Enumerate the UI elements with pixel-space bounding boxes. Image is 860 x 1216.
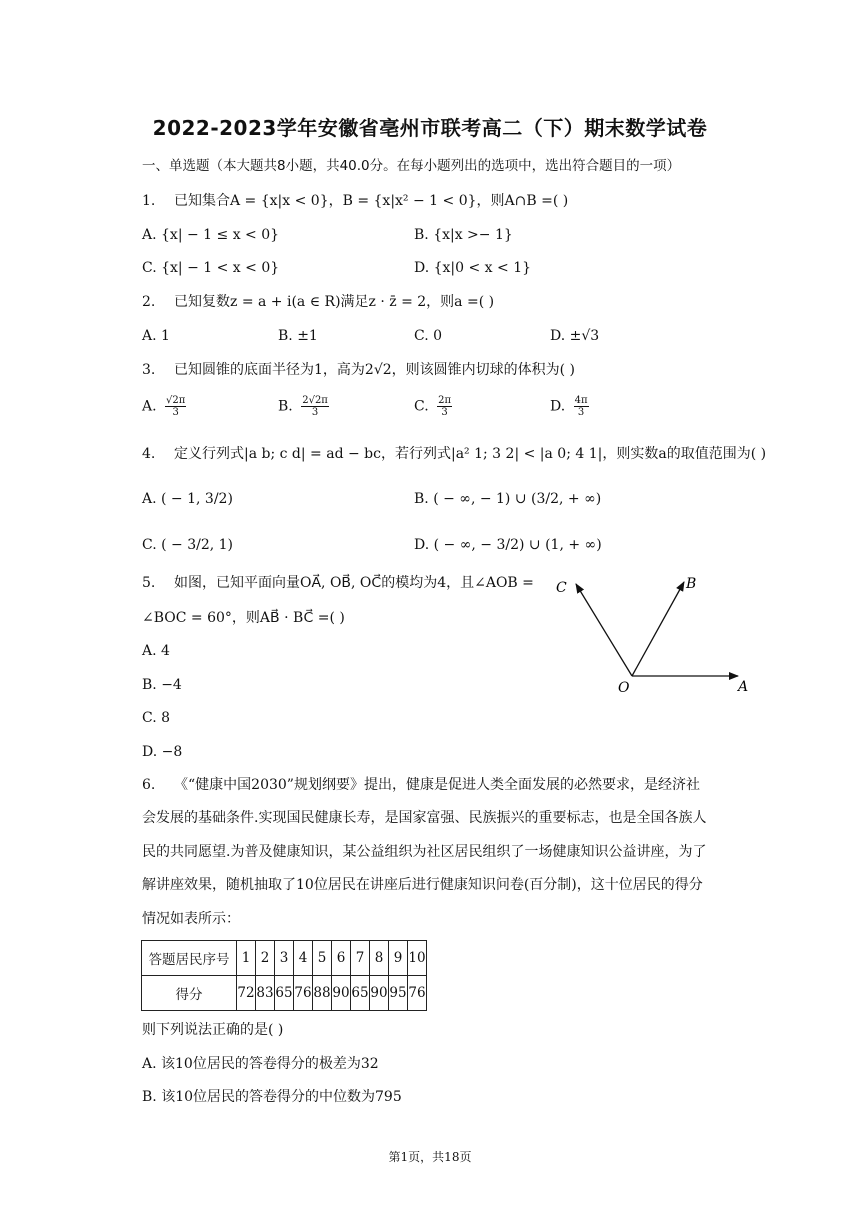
question-stem: 已知复数z = a + i(a ∈ R)满足z · z̄ = 2，则a =( ): [174, 294, 495, 310]
option-a: A. 该10位居民的答卷得分的极差为32: [142, 1056, 379, 1072]
question-1: [142, 191, 568, 211]
question-line-5: 情况如表所示：: [142, 911, 240, 927]
score-table: [141, 940, 427, 1011]
section-heading: 一、单选题（本大题共8小题，共40.0分。在每小题列出的选项中，选出符合题目的一项）: [142, 158, 681, 174]
option-b: B. ±1: [278, 328, 318, 344]
question-stem: 已知集合A = {x|x < 0}，B = {x|x² − 1 < 0}，则A∩B =( ): [174, 193, 569, 209]
table-cell: 65: [351, 976, 370, 1011]
option-b: B. ( − ∞, − 1) ∪ (3/2, + ∞): [414, 491, 602, 507]
option-letter: C.: [414, 398, 429, 415]
question-after-table: 则下列说法正确的是( ): [142, 1022, 284, 1038]
option-letter: A.: [142, 398, 157, 415]
table-cell: 10: [408, 941, 427, 976]
table-cell: 76: [294, 976, 313, 1011]
table-cell: 90: [332, 976, 351, 1011]
page-footer: 第1页，共18页: [388, 1150, 472, 1164]
table-cell: 2: [256, 941, 275, 976]
table-cell: 3: [275, 941, 294, 976]
label-o: O: [618, 680, 630, 696]
option-b: B. −4: [142, 677, 182, 693]
vector-figure: [548, 568, 758, 702]
numerator: 2√2π: [302, 395, 328, 406]
option-a: [142, 395, 186, 418]
option-d: D. {x|0 < x < 1}: [414, 260, 532, 276]
denominator: 3: [577, 407, 585, 418]
table-cell: 65: [275, 976, 294, 1011]
denominator: 3: [311, 407, 319, 418]
option-d: [550, 395, 589, 418]
table-cell: 1: [237, 941, 256, 976]
table-cell: 9: [389, 941, 408, 976]
question-stem-line2: ∠BOC = 60°，则AB⃗ · BC⃗ =( ): [142, 610, 345, 626]
question-number: 1.: [142, 193, 156, 209]
table-cell: 4: [294, 941, 313, 976]
option-b: B. {x|x >− 1}: [414, 227, 513, 243]
denominator: 3: [441, 407, 448, 418]
option-letter: D.: [550, 398, 566, 415]
page-title: 2022-2023学年安徽省亳州市联考高二（下）期末数学试卷: [152, 116, 708, 140]
table-row: [142, 976, 427, 1011]
label-b: B: [686, 576, 697, 592]
question-number: 4.: [142, 446, 156, 462]
option-a: A. 1: [142, 328, 170, 344]
label-a: A: [738, 679, 749, 695]
table-cell: 95: [389, 976, 408, 1011]
question-line-3: 民的共同愿望.为普及健康知识，某公益组织为社区居民组织了一场健康知识公益讲座，为了: [142, 844, 707, 860]
option-b: [278, 395, 329, 418]
question-number: 2.: [142, 294, 156, 310]
table-cell: 90: [370, 976, 389, 1011]
question-4: [142, 444, 766, 464]
numerator: 4π: [574, 395, 588, 406]
option-letter: B.: [278, 398, 293, 415]
question-5: [142, 573, 534, 593]
question-stem: 定义行列式|a b; c d| = ad − bc，若行列式|a² 1; 3 2| < |a 0; 4 1|，则实数a的取值范围为( ): [174, 446, 767, 462]
vector-ob: [632, 582, 684, 676]
label-c: C: [556, 580, 567, 596]
option-a: A. ( − 1, 3/2): [142, 491, 233, 507]
denominator: 3: [172, 407, 179, 418]
table-cell: 6: [332, 941, 351, 976]
option-b: B. 该10位居民的答卷得分的中位数为795: [142, 1089, 402, 1105]
question-number: 6.: [142, 777, 156, 793]
vector-oc: [576, 584, 632, 676]
option-d: D. −8: [142, 744, 183, 760]
question-number: 3.: [142, 362, 156, 378]
numerator: 2π: [438, 395, 452, 406]
fraction: [437, 395, 452, 418]
question-line-1: 《“健康中国2030”规划纲要》提出，健康是促进人类全面发展的必然要求，是经济社: [174, 777, 700, 793]
table-row: [142, 941, 427, 976]
table-cell: 8: [370, 941, 389, 976]
option-c: [414, 395, 452, 418]
option-a: A. 4: [142, 643, 170, 659]
option-c: C. 8: [142, 710, 171, 726]
option-a: A. {x| − 1 ≤ x < 0}: [142, 227, 280, 243]
question-3: [142, 360, 575, 380]
table-header-cell: 得分: [142, 976, 237, 1011]
fraction: [301, 395, 329, 418]
table-cell: 7: [351, 941, 370, 976]
vector-diagram: [548, 568, 758, 698]
question-line-2: 会发展的基础条件.实现国民健康长寿，是国家富强、民族振兴的重要标志，也是全国各族人: [142, 810, 707, 826]
option-c: C. {x| − 1 < x < 0}: [142, 260, 280, 276]
table-cell: 88: [313, 976, 332, 1011]
option-d: D. ( − ∞, − 3/2) ∪ (1, + ∞): [414, 537, 602, 553]
question-line-4: 解讲座效果，随机抽取了10位居民在讲座后进行健康知识问卷(百分制)，这十位居民的得分: [142, 877, 703, 893]
numerator: √2π: [166, 395, 186, 406]
question-stem: 已知圆锥的底面半径为1，高为2√2，则该圆锥内切球的体积为( ): [174, 362, 576, 378]
option-c: C. 0: [414, 328, 443, 344]
table-cell: 83: [256, 976, 275, 1011]
option-d: D. ±√3: [550, 328, 600, 344]
table-header-cell: 答题居民序号: [142, 941, 237, 976]
fraction: [165, 395, 186, 418]
question-number: 5.: [142, 575, 156, 591]
option-c: C. ( − 3/2, 1): [142, 537, 234, 553]
table-cell: 76: [408, 976, 427, 1011]
fraction: [574, 395, 589, 418]
question-6: [142, 775, 700, 795]
question-stem-line1: 如图，已知平面向量OA⃗, OB⃗, OC⃗的模均为4，且∠AOB =: [174, 575, 534, 591]
question-2: [142, 292, 494, 312]
table-cell: 5: [313, 941, 332, 976]
table-cell: 72: [237, 976, 256, 1011]
